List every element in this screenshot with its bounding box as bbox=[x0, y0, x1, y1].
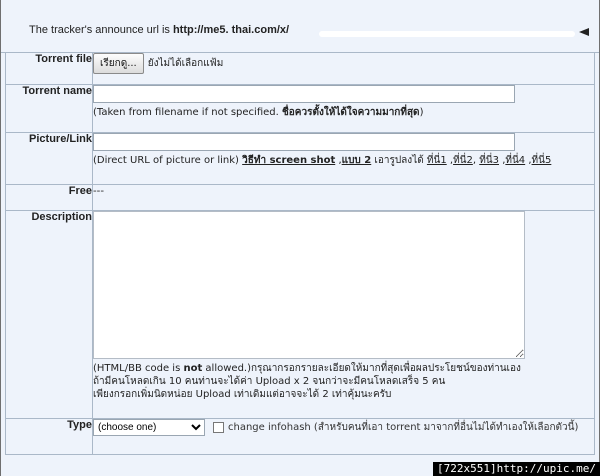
announce-prefix: The tracker's announce url is bbox=[29, 24, 170, 36]
announce-bar bbox=[1, 0, 599, 53]
picture-link-hint-text: (Direct URL of picture or link) bbox=[93, 155, 239, 166]
description-textarea[interactable] bbox=[93, 211, 525, 359]
upload-here-link-5[interactable]: ที่นี่5 bbox=[531, 155, 552, 166]
torrent-name-field bbox=[93, 85, 595, 133]
desc-note-line3: เพียงกรอกเพิ่มนิดหน่อย Upload เท่าเดิมแต่อาจจะได้ 2 เท่าคุ้มนะครับ bbox=[93, 389, 392, 400]
upload-here-text: เอารูปลงได้ bbox=[374, 155, 424, 166]
upload-here-link-4[interactable]: ที่นี่4 bbox=[505, 155, 526, 166]
upload-here-link-1[interactable]: ที่นี่1 bbox=[426, 155, 447, 166]
torrent-file-field bbox=[93, 53, 595, 85]
type-field bbox=[93, 419, 595, 455]
description-field bbox=[93, 211, 595, 419]
torrent-name-hint bbox=[93, 106, 594, 120]
desc-note-line2: ถ้ามีคนโหลดเกิน 10 คนท่านจะได้ค่า Upload x 2 จนกว่าจะมีคนโหลดเสร็จ 5 คน bbox=[93, 376, 446, 387]
row-type bbox=[6, 419, 595, 455]
picture-link-hint: (Direct URL of picture or link) วิธีทำ screen shot ,แบบ 2 เอารูปลงได้ ที่นี่1 ,ที่นี่2, ที่นี่3 ,ที่นี่4 ,ที่นี่5 bbox=[93, 155, 552, 166]
screenshot-howto-link[interactable]: วิธีทำ screen shot bbox=[242, 155, 336, 166]
desc-note-a: (HTML/BB code is bbox=[93, 363, 184, 374]
row-torrent-file bbox=[6, 53, 595, 85]
image-host-watermark: [722x551]http://upic.me/ bbox=[433, 462, 600, 476]
upload-here-link-2[interactable]: ที่นี่2 bbox=[453, 155, 473, 166]
torrent-file-label: Torrent file bbox=[6, 53, 93, 85]
hint-sep: , bbox=[338, 155, 342, 166]
free-label: Free bbox=[6, 185, 93, 211]
row-description bbox=[6, 211, 595, 419]
change-infohash-label: change infohash (สำหรับคนที่เอา torrent มาจากที่อื่นไม่ได้ทำเองให้เลือกตัวนี้) bbox=[228, 422, 579, 433]
row-torrent-name bbox=[6, 85, 595, 133]
description-label: Description bbox=[6, 211, 93, 419]
desc-note-bold: not bbox=[183, 363, 203, 374]
free-value: --- bbox=[93, 185, 104, 197]
picture-link-label: Picture/Link bbox=[6, 133, 93, 185]
upload-here-link-3[interactable]: ที่นี่3 bbox=[479, 155, 500, 166]
browse-button[interactable]: เรียกดู... bbox=[93, 53, 144, 74]
torrent-name-input[interactable] bbox=[93, 85, 515, 103]
redacted-url-mark bbox=[319, 31, 575, 37]
pointer-arrow-icon bbox=[579, 28, 589, 36]
file-status-text: ยังไม่ได้เลือกแฟ้ม bbox=[147, 58, 224, 69]
method-2-link[interactable]: แบบ 2 bbox=[341, 155, 372, 166]
torrent-name-hint-bold: ชื่อควรตั้งให้ได้ใจความมากที่สุด bbox=[282, 107, 420, 118]
row-picture-link bbox=[6, 133, 595, 185]
type-select[interactable] bbox=[93, 419, 205, 436]
torrent-name-hint-end: ) bbox=[419, 107, 424, 118]
announce-text bbox=[29, 24, 289, 36]
free-field bbox=[93, 185, 595, 211]
announce-url: http://me5. thai.com/x/ bbox=[172, 24, 290, 36]
upload-form-table bbox=[5, 52, 595, 455]
row-free bbox=[6, 185, 595, 211]
torrent-name-hint-text: (Taken from filename if not specified. bbox=[93, 107, 279, 118]
torrent-name-label: Torrent name bbox=[6, 85, 93, 133]
picture-link-input[interactable] bbox=[93, 133, 515, 151]
desc-note-b: allowed.)กรุณากรอกรายละเอียดให้มากที่สุดเพื่อผลประโยชน์ของท่านเอง bbox=[202, 363, 521, 374]
description-note bbox=[93, 362, 594, 401]
type-label: Type bbox=[6, 419, 93, 455]
change-infohash-checkbox[interactable] bbox=[213, 422, 224, 433]
picture-link-field bbox=[93, 133, 595, 185]
